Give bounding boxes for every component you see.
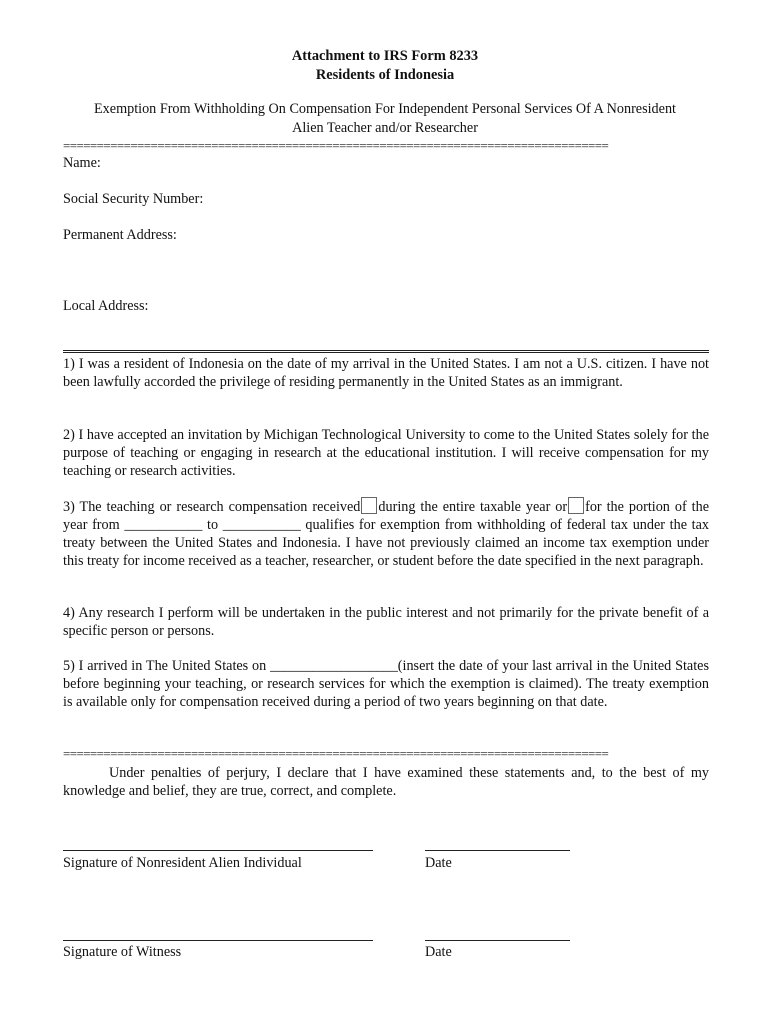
alien-signature-label: Signature of Nonresident Alien Individual [63, 855, 302, 871]
statement-3-part-3: for the portion of the year from ___________ to ___________ qualifies for exemption from withholding of federal tax under the tax treaty between the United States and Indonesia. I have not previously claimed an income tax exemption under this treaty for income received as a teacher, researcher, or student before the date specified in the next paragraph. [63, 499, 709, 569]
witness-signature-label: Signature of Witness [63, 944, 182, 960]
portion-of-year-checkbox[interactable] [568, 497, 584, 514]
title-line-1: Attachment to IRS Form 8233 [291, 48, 479, 64]
name-field-label: Name: [63, 155, 101, 171]
statement-1: 1) I was a resident of Indonesia on the date of my arrival in the United States. I am not a U.S. citizen. I have not been lawfully accorded the privilege of residing permanently in the United States as an immigrant. [63, 356, 709, 390]
statement-4: 4) Any research I perform will be undertaken in the public interest and not primarily for the private benefit of a specific person or persons. [63, 605, 709, 639]
header-separator: ================================================================================= [63, 139, 609, 153]
alien-date-line[interactable] [425, 850, 570, 851]
witness-date-label: Date [425, 944, 452, 960]
title-line-2: Residents of Indonesia [315, 67, 455, 83]
witness-date-line[interactable] [425, 940, 570, 941]
entire-year-checkbox[interactable] [361, 497, 377, 514]
statement-3-part-2: during the entire taxable year or [378, 499, 568, 515]
form-subtitle [60, 100, 710, 138]
permanent-address-field-label: Permanent Address: [63, 227, 177, 243]
statement-3 [63, 497, 709, 570]
statement-2: 2) I have accepted an invitation by Michigan Technological University to come to the United States solely for the purpose of teaching or engaging in research at the educational institution. I will receive compensation for my teaching or research activities. [63, 427, 709, 479]
perjury-declaration: Under penalties of perjury, I declare that I have examined these statements and, to the best of my knowledge and belief, they are true, correct, and complete. [63, 765, 709, 799]
subtitle-line-1: Exemption From Withholding On Compensation For Independent Personal Services Of A Nonresident [94, 101, 676, 117]
ssn-field-label: Social Security Number: [63, 191, 204, 207]
statement-3-part-1: 3) The teaching or research compensation received [63, 499, 361, 515]
statement-5: 5) I arrived in The United States on __________________(insert the date of your last arrival in the United States before beginning your teaching, or research services for which the exemption is claimed). The treaty exemption is available only for compensation received during a period of two years beginning on that date. [63, 658, 709, 710]
declaration-separator: ================================================================================= [63, 747, 609, 761]
local-address-field-label: Local Address: [63, 298, 149, 314]
alien-date-label: Date [425, 855, 452, 871]
subtitle-line-2: Alien Teacher and/or Researcher [292, 120, 478, 136]
witness-signature-line[interactable] [63, 940, 373, 941]
alien-signature-line[interactable] [63, 850, 373, 851]
form-title [0, 47, 770, 85]
section-divider [63, 350, 709, 353]
